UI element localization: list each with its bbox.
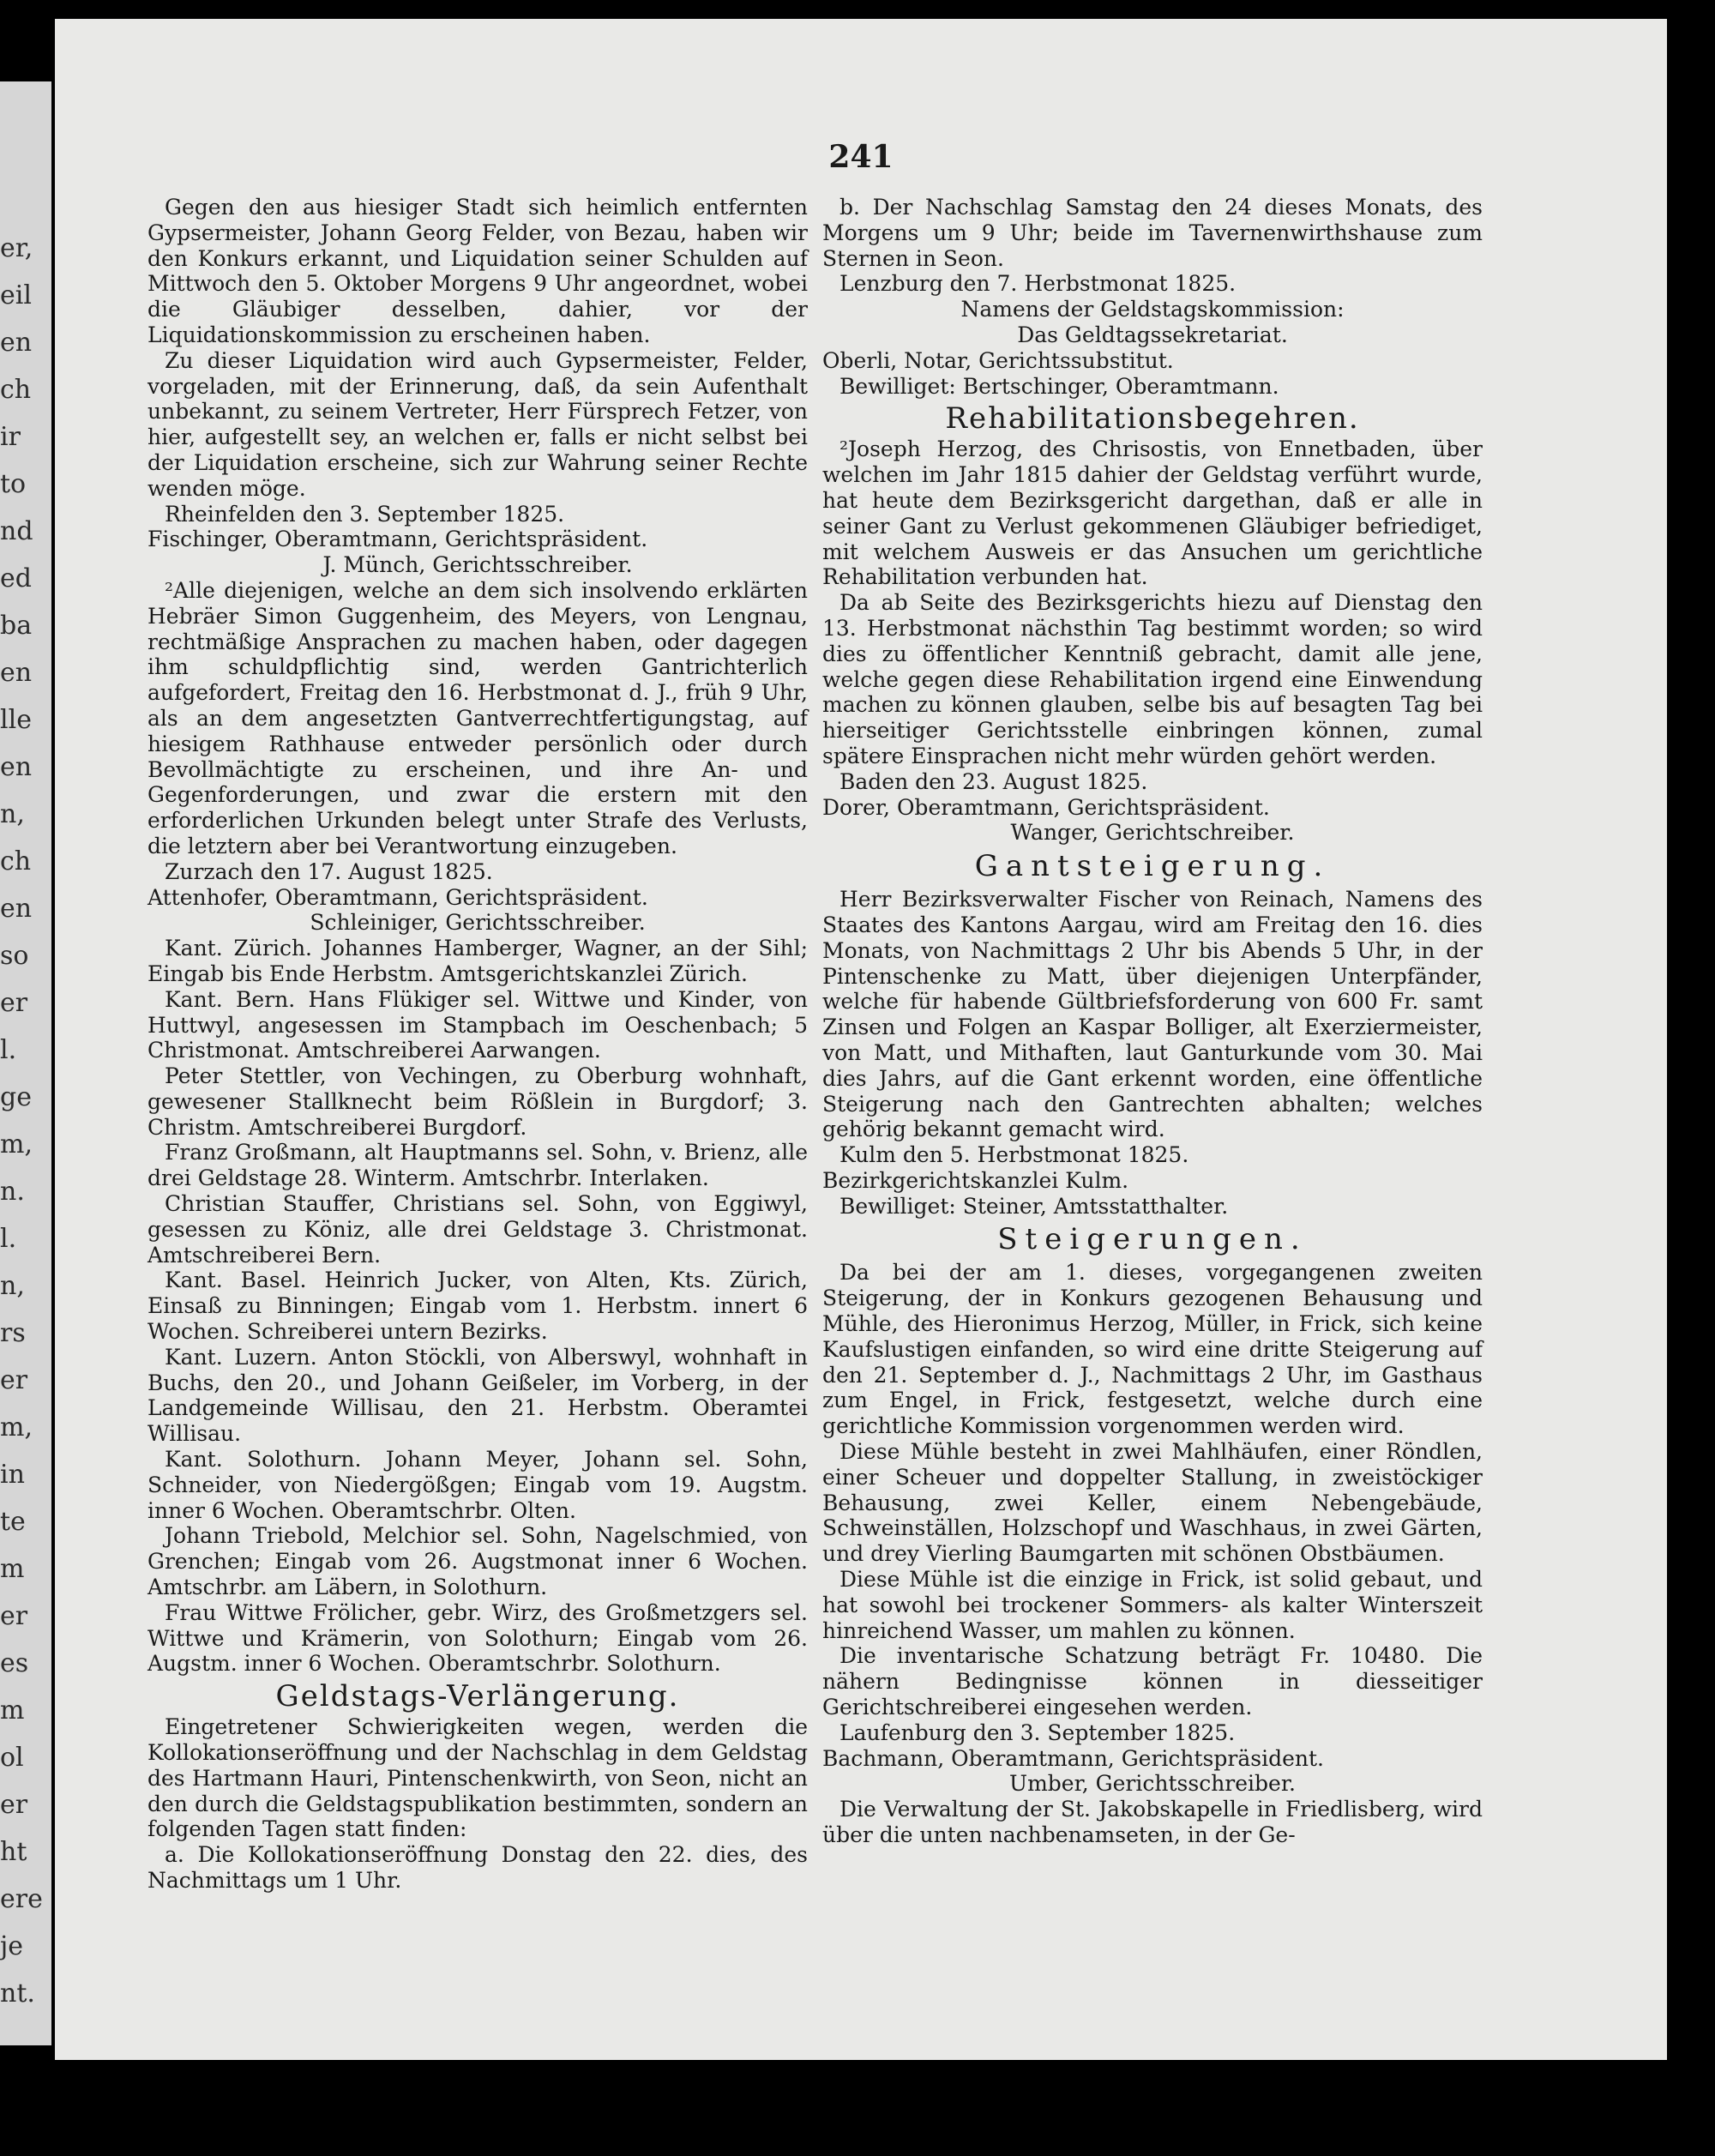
paragraph: Kant. Luzern. Anton Stöckli, von Alberswyl, wohnhaft in Buchs, den 20., und Johann Geißeler, im Vorberg, in der Landgemeinde Willisau, den 21. Herbstm. Oberamtei Willisau. [147,1344,808,1447]
signature-line: Das Geldtagssekretariat. [1017,322,1288,347]
paragraph: Bewilliget: Bertschinger, Oberamtmann. [839,373,1279,399]
section-heading: Steigerungen. [997,1222,1308,1257]
signature-line: Fischinger, Oberamtmann, Gerichtspräsident. [147,527,648,552]
paragraph: Frau Wittwe Frölicher, gebr. Wirz, des Großmetzgers sel. Wittwe und Krämerin, von Solothurn; Eingab vom 26. Augstm. inner 6 Wochen. Oberamtschrbr. Solothurn. [147,1599,808,1677]
facing-page-fragment: ge [0,1082,32,1112]
facing-page-fragment: er [0,988,28,1018]
signature-line: Namens der Geldstagskommission: [960,297,1345,322]
paragraph: a. Die Kollokationseröffnung Donstag den 22. dies, des Nachmittags um 1 Uhr. [147,1842,808,1893]
signature-line: Schleiniger, Gerichtsschreiber. [310,910,646,936]
facing-page-fragment: ir [0,422,21,452]
facing-page-fragment: je [0,1931,24,1961]
facing-page-fragment: er [0,1790,28,1820]
facing-page-fragment: en [0,894,33,924]
paragraph: Zu dieser Liquidation wird auch Gypsermeister, Felder, vorgeladen, mit der Erinnerung, daß, da sein Aufenthalt unbekannt, zu seinem Vertreter, Herr Fürsprech Fetzer, von hier, aufgestellt sey, an welchen er, falls er nicht selbst bei der Liquidation erscheine, sich zur Wahrung seiner Rechte wenden möge. [147,347,808,501]
paragraph: Da ab Seite des Bezirksgerichts hiezu auf Dienstag den 13. Herbstmonat nächsthin Tag bestimmt worden; so wird dies zu öffentlicher Kenntniß gebracht, damit alle jene, welche gegen diese Rehabilitation irgend eine Einwendung machen zu können glauben, selbe bis auf besagten Tag bei hierseitiger Gerichtsstelle einbringen können, zumal spätere Einsprachen nicht mehr würden gehört werden. [822,590,1483,768]
facing-page-fragment: m, [0,1412,33,1442]
paragraph: Christian Stauffer, Christians sel. Sohn, von Eggiwyl, gesessen zu Köniz, alle drei Geldstage 3. Christmonat. Amtschreiberei Bern. [147,1191,808,1268]
paragraph: Baden den 23. August 1825. [839,768,1148,794]
facing-page-fragment: to [0,469,27,499]
signature-line: Wanger, Gerichtschreiber. [1010,820,1295,846]
paragraph: Da bei der am 1. dieses, vorgegangenen zweiten Steigerung, der in Konkurs gezogenen Behausung und Mühle, des Hieronimus Herzog, Müller, in Frick, sich keine Kaufslustigen einfanden, so wird eine dritte Steigerung auf den 21. September d. J., Nachmittags 2 Uhr, im Gasthaus zum Engel, in Frick, festgesetzt, welche durch eine gerichtliche Kommission vorgenommen werden wird. [822,1260,1483,1439]
paragraph: Rheinfelden den 3. September 1825. [165,501,565,527]
signature-line: Bachmann, Oberamtmann, Gerichtspräsident. [822,1745,1324,1771]
facing-page-fragment: en [0,752,33,782]
facing-page-fragment: ere [0,1884,43,1914]
document-page [55,19,1667,2060]
facing-page-fragment: in [0,1460,25,1490]
facing-page-fragment: m, [0,1129,33,1159]
facing-page-fragment: es [0,1648,29,1678]
paragraph: Die Verwaltung der St. Jakobskapelle in Friedlisberg, wird über die unten nachbenamseten, in der Ge- [822,1797,1483,1848]
facing-page-edge [0,81,51,2045]
facing-page-fragment: er, [0,233,33,263]
paragraph: Herr Bezirksverwalter Fischer von Reinach, Namens des Staates des Kantons Aargau, wird am Freitag den 16. dies Monats, von Nachmittags 2 Uhr bis Abends 5 Uhr, in der Pintenschenke zu Matt, über diejenigen Unterpfänder, welche für habende Gültbriefsforderung von 600 Fr. samt Zinsen und Folgen an Kaspar Bolliger, alt Exerziermeister, von Matt, und Mithaften, laut Ganturkunde vom 30. Mai dies Jahrs, auf die Gant erkennt worden, eine öffentliche Steigerung nach den Gantrechten abhalten; welches gehörig bekannt gemacht wird. [822,887,1483,1142]
section-heading: Geldstags-Verlängerung. [275,1679,680,1714]
paragraph: Diese Mühle ist die einzige in Frick, ist solid gebaut, und hat sowohl bei trockener Sommers- als kalter Winterszeit hinreichend Wasser, um mahlen zu können. [822,1567,1483,1643]
paragraph: Kulm den 5. Herbstmonat 1825. [839,1142,1189,1168]
facing-page-fragment: m [0,1695,25,1725]
paragraph: Gegen den aus hiesiger Stadt sich heimlich entfernten Gypsermeister, Johann Georg Felder, von Bezau, haben wir den Konkurs erkannt, und Liquidation seiner Schulden auf Mittwoch den 5. Oktober Morgens 9 Uhr angeordnet, wobei die Gläubiger desselben, dahier, vor der Liquidationskommission zu erscheinen haben. [147,195,808,347]
facing-page-fragment: te [0,1507,26,1537]
paragraph: Kant. Basel. Heinrich Jucker, von Alten, Kts. Zürich, Einsaß zu Binningen; Eingab vom 1. Herbstm. innert 6 Wochen. Schreiberei untern Bezirks. [147,1268,808,1345]
section-heading: Rehabilitationsbegehren. [945,401,1360,437]
signature-line: J. Münch, Gerichtsschreiber. [322,552,633,578]
facing-page-fragment: en [0,658,33,688]
paragraph: Bewilliget: Steiner, Amtsstatthalter. [839,1193,1229,1219]
paragraph: Zurzach den 17. August 1825. [165,858,493,884]
facing-page-fragment: so [0,941,29,971]
paragraph: ²Joseph Herzog, des Chrisostis, von Ennetbaden, über welchen im Jahr 1815 dahier der Geldstag verführt wurde, hat heute dem Bezirksgericht dargethan, daß er alle in seiner Gant zu Verlust gekommenen Gläubiger befriediget, mit welchem Ausweis er das Ansuchen um gerichtliche Rehabilitation verbunden hat. [822,437,1483,590]
paragraph: Die inventarische Schatzung beträgt Fr. 10480. Die nähern Bedingnisse können in diesseitiger Gerichtschreiberei eingesehen werden. [822,1643,1483,1720]
left-column [147,195,808,1894]
facing-page-fragment: ch [0,375,32,405]
right-column [822,195,1483,1848]
section-heading: Gantsteigerung. [974,849,1331,884]
paragraph: Laufenburg den 3. September 1825. [839,1719,1236,1745]
paragraph: b. Der Nachschlag Samstag den 24 dieses Monats, des Morgens um 9 Uhr; beide im Tavernenwirthshause zum Sternen in Seon. [822,195,1483,271]
facing-page-fragment: m [0,1554,25,1584]
facing-page-fragment: er [0,1601,28,1631]
facing-page-fragment: nd [0,516,33,546]
signature-line: Bezirkgerichtskanzlei Kulm. [822,1167,1129,1193]
paragraph: Eingetretener Schwierigkeiten wegen, werden die Kollokationseröffnung und der Nachschlag in dem Geldstag des Hartmann Hauri, Pintenschenkwirth, von Seon, nicht an den durch die Geldstagspublikation bestimmten, sondern an folgenden Tagen statt finden: [147,1714,808,1842]
signature-line: Oberli, Notar, Gerichtssubstitut. [822,347,1174,373]
paragraph: Kant. Zürich. Johannes Hamberger, Wagner, an der Sihl; Eingab bis Ende Herbstm. Amtsgerichtskanzlei Zürich. [147,936,808,986]
signature-line: Dorer, Oberamtmann, Gerichtspräsident. [822,794,1270,820]
signature-line: Umber, Gerichtsschreiber. [1009,1771,1296,1797]
facing-page-fragment: l. [0,1035,17,1065]
facing-page-fragment: n, [0,1271,25,1301]
paragraph: Peter Stettler, von Vechingen, zu Oberburg wohnhaft, gewesener Stallknecht beim Rößlein in Burgdorf; 3. Christm. Amtschreiberei Burgdorf. [147,1063,808,1140]
facing-page-fragment: eil [0,280,32,310]
facing-page-fragment: ht [0,1837,27,1867]
facing-page-fragment: n, [0,799,25,829]
paragraph: Kant. Solothurn. Johann Meyer, Johann sel. Sohn, Schneider, von Niedergößgen; Eingab vom 19. Augstm. inner 6 Wochen. Oberamtschrbr. Olten. [147,1447,808,1523]
facing-page-fragment: ba [0,611,33,641]
paragraph: ²Alle diejenigen, welche an dem sich insolvendo erklärten Hebräer Simon Guggenheim, des Meyers, von Lengnau, rechtmäßige Ansprachen zu machen haben, oder dagegen ihm schuldpflichtig sind, werden Gantrichterlich aufgefordert, Freitag den 16. Herbstmonat d. J., früh 9 Uhr, als an dem angesetzten Gantverrechtfertigungstag, auf hiesigem Rathhause entweder persönlich oder durch Bevollmächtigte zu erscheinen, und ihre An- und Gegenforderungen, und zwar die erstern mit den erforderlichen Urkunden belegt unter Strafe des Verlusts, die letztern aber bei Verantwortung einzugeben. [147,577,808,858]
facing-page-fragment: rs [0,1318,26,1348]
facing-page-fragment: nt. [0,1978,35,2008]
facing-page-fragment: er [0,1365,28,1395]
facing-page-fragment: en [0,328,33,358]
paragraph: Lenzburg den 7. Herbstmonat 1825. [839,271,1237,297]
signature-line: Attenhofer, Oberamtmann, Gerichtspräsident. [147,884,648,910]
facing-page-fragment: ch [0,846,32,876]
paragraph: Diese Mühle besteht in zwei Mahlhäufen, einer Röndlen, einer Scheuer und doppelter Stallung, in zweistöckiger Behausung, zwei Keller, einem Nebengebäude, Schweinställen, Holzschopf und Waschhaus, in zwei Gärten, und drey Vierling Baumgarten mit schönen Obstbäumen. [822,1439,1483,1567]
facing-page-fragment: ol [0,1743,24,1773]
facing-page-fragment: l. [0,1224,17,1254]
page-number: 241 [828,139,894,175]
paragraph: Kant. Bern. Hans Flükiger sel. Wittwe und Kinder, von Huttwyl, angesessen im Stampbach im Oeschenbach; 5 Christmonat. Amtschreiberei Aarwangen. [147,986,808,1063]
facing-page-fragment: n. [0,1177,25,1207]
facing-page-fragment: ed [0,563,32,593]
paragraph: Franz Großmann, alt Hauptmanns sel. Sohn, v. Brienz, alle drei Geldstage 28. Winterm. Amtschrbr. Interlaken. [147,1140,808,1191]
paragraph: Johann Triebold, Melchior sel. Sohn, Nagelschmied, von Grenchen; Eingab vom 26. Augstmonat inner 6 Wochen. Amtschrbr. am Läbern, in Solothurn. [147,1523,808,1600]
facing-page-fragment: lle [0,705,32,735]
